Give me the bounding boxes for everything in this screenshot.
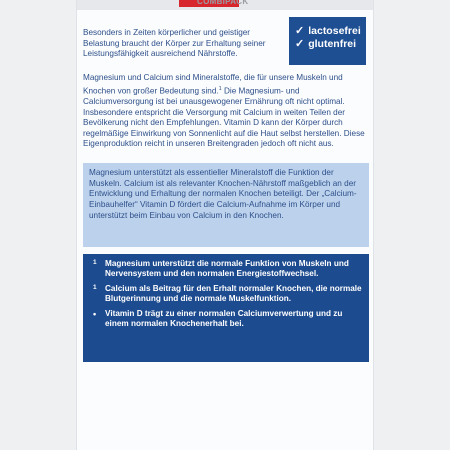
check-icon: ✓ (295, 25, 305, 37)
badge-row-lactose (295, 25, 366, 38)
package-back-panel (77, 0, 373, 450)
badge-label-lactosefrei: lactosefrei (308, 25, 361, 37)
claim-item (93, 284, 363, 305)
highlight-text: Magnesium unterstützt als essentieller Mineralstoff die Funktion der Muskeln. Calcium ist als relevanter Knochen-Nährstoff maßgeblich an der Entwicklung und Erhaltung der normalen Knochen beteiligt. Der „Calcium-Einbauhelfer“ Vitamin D fördert die Calcium-Aufnahme im Körper und unterstützt beim Einbau von Calcium in den Knochen. (89, 168, 357, 220)
health-claims-box (83, 254, 369, 362)
check-icon: ✓ (295, 38, 305, 50)
footnote-marker: 1 (218, 85, 222, 92)
body-text-part2: Die Magnesium- und Calciumversorgung ist bei unausgewogener Ernährung oft nicht optimal. Insbesondere entspricht die Versorgung mit Calcium in weiten Teilen der Bevölkerung nicht den Empfehlungen. Vitamin D kann der Körper durch regelmäßige Einwirkung von Sonnenlicht auf die Haut selbst herstellen. Diese Eigenproduktion reicht in unseren Breitengraden jedoch oft nicht aus. (83, 86, 365, 149)
claim-text: Vitamin D trägt zu einer normalen Calciumverwertung und zu einem normalen Knochenerhalt bei. (105, 308, 343, 329)
badge-row-gluten (295, 38, 366, 51)
claim-marker: 1 (93, 259, 97, 266)
claim-text: Calcium als Beitrag für den Erhalt normaler Knochen, die normale Blutgerinnung und die normale Muskelfunktion. (105, 283, 362, 304)
bullet-icon: • (93, 308, 97, 319)
body-text-part1: Magnesium und Calcium sind Mineralstoffe, die für unsere Muskeln und Knochen von großer Bedeutung sind. (83, 73, 343, 96)
badge-label-glutenfrei: glutenfrei (308, 38, 357, 50)
body-paragraph (83, 73, 365, 150)
top-band (77, 0, 373, 10)
free-from-badge (289, 17, 366, 65)
header-partial-text: COMBIPACK (197, 0, 249, 6)
intro-text: Besonders in Zeiten körperlicher und geistiger Belastung braucht der Körper zur Erhaltung seiner Leistungsfähigkeit ausreichend Nährstoffe. (83, 28, 266, 59)
claim-item (93, 309, 363, 330)
claim-item (93, 259, 363, 280)
highlight-box (83, 163, 369, 247)
claim-marker: 1 (93, 283, 97, 291)
claim-text: Magnesium unterstützt die normale Funktion von Muskeln und Nervensystem und den normalen Energiestoffwechsel. (105, 259, 349, 279)
